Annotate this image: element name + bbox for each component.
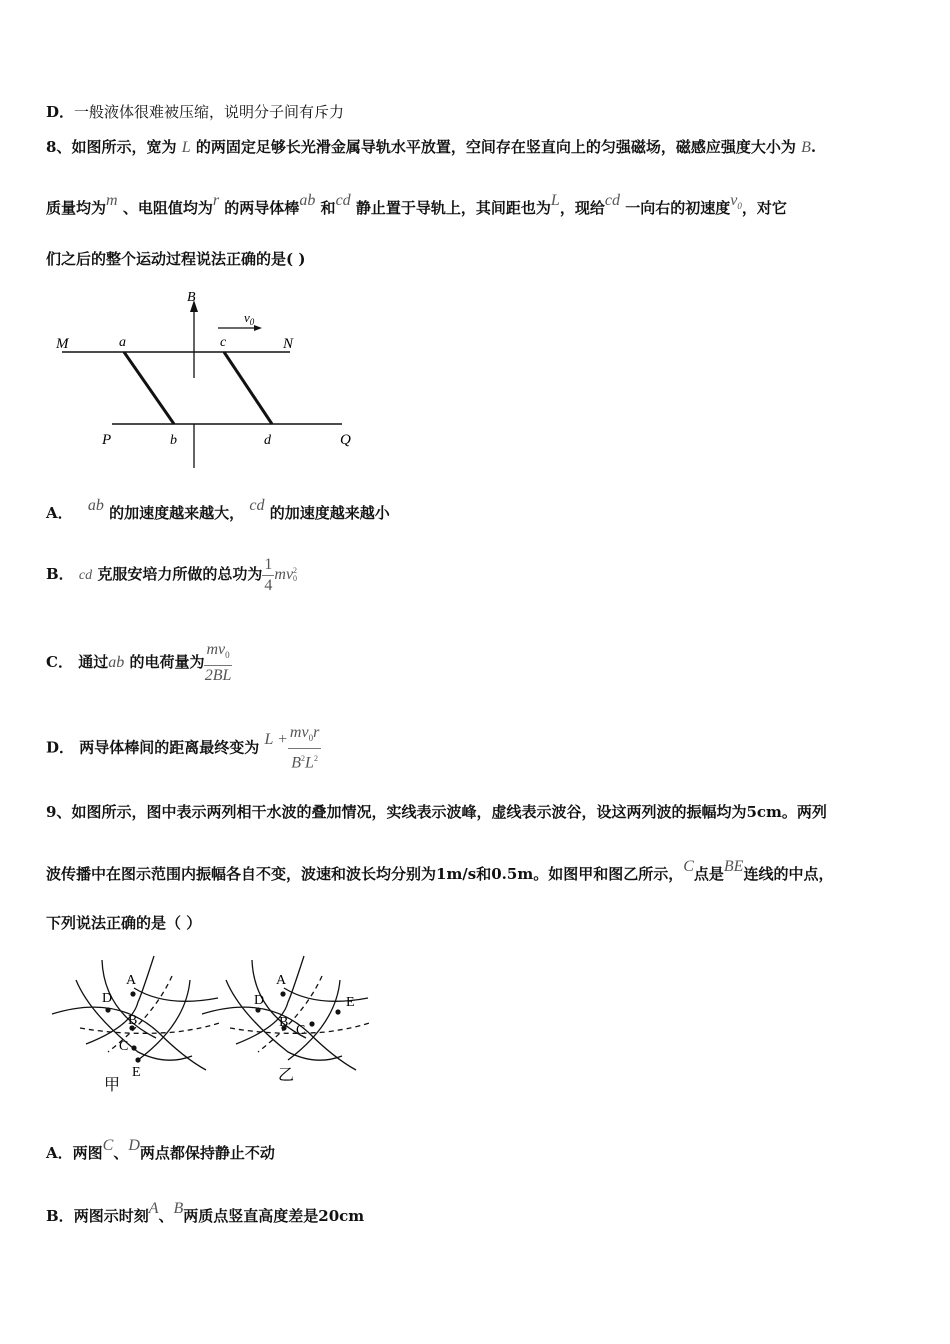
option-label: B．: [46, 565, 74, 583]
crest-arc: [288, 980, 340, 1060]
label-E: E: [132, 1065, 141, 1080]
label-D: D: [102, 991, 113, 1006]
fraction-charge: $\frac{mv_0}{2BL}$: [204, 641, 232, 685]
q8-text: 、电阻值均为: [122, 199, 213, 217]
label-M: M: [56, 336, 69, 352]
q9-text: 点是: [693, 865, 724, 883]
var-ab: ab: [299, 192, 316, 209]
option-text: 两图示时刻: [73, 1207, 149, 1225]
option-text: 克服安培力所做的总功为: [97, 565, 263, 583]
label-d: d: [264, 433, 271, 448]
fraction-distance: $\frac{mv_0r}{B^2L^2}$: [289, 724, 320, 772]
point-C: [131, 1045, 136, 1050]
q8-text: 一向右的初速度: [625, 199, 731, 217]
q8-text: 如图所示，宽为: [71, 138, 177, 156]
caption-jia: 甲: [104, 1077, 121, 1094]
option-text: 、: [113, 1144, 129, 1162]
option-label: A．: [46, 1144, 73, 1162]
q9-text: 连线的中点，: [743, 865, 834, 883]
label-D: D: [254, 993, 265, 1008]
label-Q: Q: [340, 432, 351, 448]
q8-line-2: [46, 192, 787, 224]
q8-text: 的两固定足够长光滑金属导轨水平放置，空间存在竖直向上的匀强磁场，磁感应强度大小为: [195, 138, 796, 156]
option-text: 、: [158, 1207, 174, 1225]
option-text: 一般液体很难被压缩，说明分子间有斥力: [74, 103, 345, 121]
var-v0: $v_0$: [730, 192, 742, 212]
label-N: N: [283, 336, 294, 352]
wave-interference-diagram: [46, 952, 376, 1102]
option-label: D．: [46, 103, 75, 121]
var-C: C: [683, 858, 694, 875]
q9-text: 如图所示，图中表示两列相干水波的叠加情况，实线表示波峰，虚线表示波谷，设这两列波的振幅均为5cm。两列: [71, 803, 827, 821]
q9-line-2: [46, 858, 834, 885]
label-c: c: [220, 335, 227, 350]
velocity-arrow-icon: [254, 325, 262, 331]
option-text: 两图: [72, 1144, 103, 1162]
var-L: L: [181, 139, 191, 156]
label-a: a: [119, 335, 126, 350]
figure-yi: [202, 956, 372, 1070]
fraction-quarter: $\frac{1}{4}$: [264, 555, 273, 594]
crest-arc: [138, 980, 190, 1060]
q8-line-1: [46, 137, 816, 158]
q9-line-1: [46, 802, 827, 822]
label-P: P: [102, 432, 112, 448]
rod-ab: [124, 352, 174, 424]
option-text: 两质点竖直高度差是20cm: [183, 1207, 365, 1225]
q8-text: ，现给: [559, 199, 605, 217]
var-cd: cd: [249, 497, 265, 514]
label-E: E: [346, 995, 355, 1010]
var-B: B: [173, 1200, 184, 1217]
label-v0: $v_0$: [244, 310, 255, 327]
var-BE: BE: [723, 858, 744, 875]
point-C: [309, 1021, 314, 1026]
var-D: D: [128, 1137, 140, 1154]
var-L: L: [550, 192, 560, 209]
q8-option-d[interactable]: [46, 723, 321, 774]
point-A: [280, 991, 285, 996]
var-m: m: [106, 192, 118, 209]
point-D: [255, 1007, 260, 1012]
q9-line-3: 下列说法正确的是（ ）: [46, 914, 202, 932]
label-A: A: [126, 973, 137, 988]
q9-text: 波传播中在图示范围内振幅各自不变，波速和波长均分别为1m/s和0.5m。如图甲和图乙所示，: [46, 865, 684, 883]
crest-arc: [134, 988, 218, 1001]
trough-arc: [108, 976, 172, 1052]
option-text: 的电荷量为: [129, 653, 205, 672]
option-text: 的加速度越来越大，: [109, 504, 245, 522]
q8-option-a[interactable]: [46, 497, 390, 524]
option-label: D．: [46, 738, 75, 757]
rod-cd: [224, 352, 272, 424]
option-label: A．: [46, 504, 73, 522]
q8-text: 和: [320, 199, 336, 217]
trough-arc: [80, 1022, 222, 1033]
rails-diagram: [50, 282, 370, 474]
q8-option-c[interactable]: [46, 640, 232, 686]
label-C: C: [119, 1039, 129, 1054]
option-text: 的加速度越来越小: [269, 504, 390, 522]
q8-line-3: 们之后的整个运动过程说法正确的是( ): [46, 250, 306, 268]
q9-option-a[interactable]: [46, 1137, 275, 1164]
trough-arc: [258, 976, 322, 1052]
var-cd: cd: [335, 192, 351, 209]
expr-mv0-squared: mv 2 0: [274, 566, 298, 584]
option-label: C．: [46, 653, 73, 672]
q8-text: .: [810, 138, 817, 156]
question-number: 9、: [46, 803, 72, 821]
question-number: 8、: [46, 138, 72, 156]
point-D: [105, 1007, 110, 1012]
expr-lead: L +: [264, 731, 288, 749]
var-C: C: [102, 1137, 114, 1154]
var-cd: cd: [78, 568, 93, 583]
q8-text: 质量均为: [46, 199, 107, 217]
var-cd: cd: [604, 192, 620, 209]
q8-option-b[interactable]: [46, 554, 297, 596]
option-label: B．: [46, 1207, 74, 1225]
point-E: [335, 1009, 340, 1014]
label-B: B: [128, 1013, 138, 1028]
var-A: A: [148, 1200, 159, 1217]
var-r: r: [212, 192, 220, 209]
q8-text: ，对它: [741, 199, 787, 217]
var-B: B: [801, 139, 811, 156]
var-ab: ab: [108, 654, 125, 672]
var-ab: ab: [87, 497, 104, 514]
q7-option-d: [46, 102, 344, 122]
option-text: 两点都保持静止不动: [139, 1144, 275, 1162]
label-b: b: [170, 433, 177, 448]
q8-text: 的两导体棒: [224, 199, 300, 217]
q9-option-b[interactable]: [46, 1200, 365, 1227]
q8-text: 静止置于导轨上，其间距也为: [355, 199, 551, 217]
point-E: [135, 1057, 140, 1062]
option-text: 两导体棒间的距离最终变为: [79, 738, 260, 757]
label-B: B: [187, 290, 196, 305]
crest-arc: [284, 988, 368, 1001]
caption-yi: 乙: [278, 1067, 295, 1084]
label-A: A: [276, 973, 287, 988]
option-text: 通过: [78, 653, 109, 672]
label-C: C: [296, 1023, 306, 1038]
point-A: [130, 991, 135, 996]
label-B: B: [279, 1015, 289, 1030]
